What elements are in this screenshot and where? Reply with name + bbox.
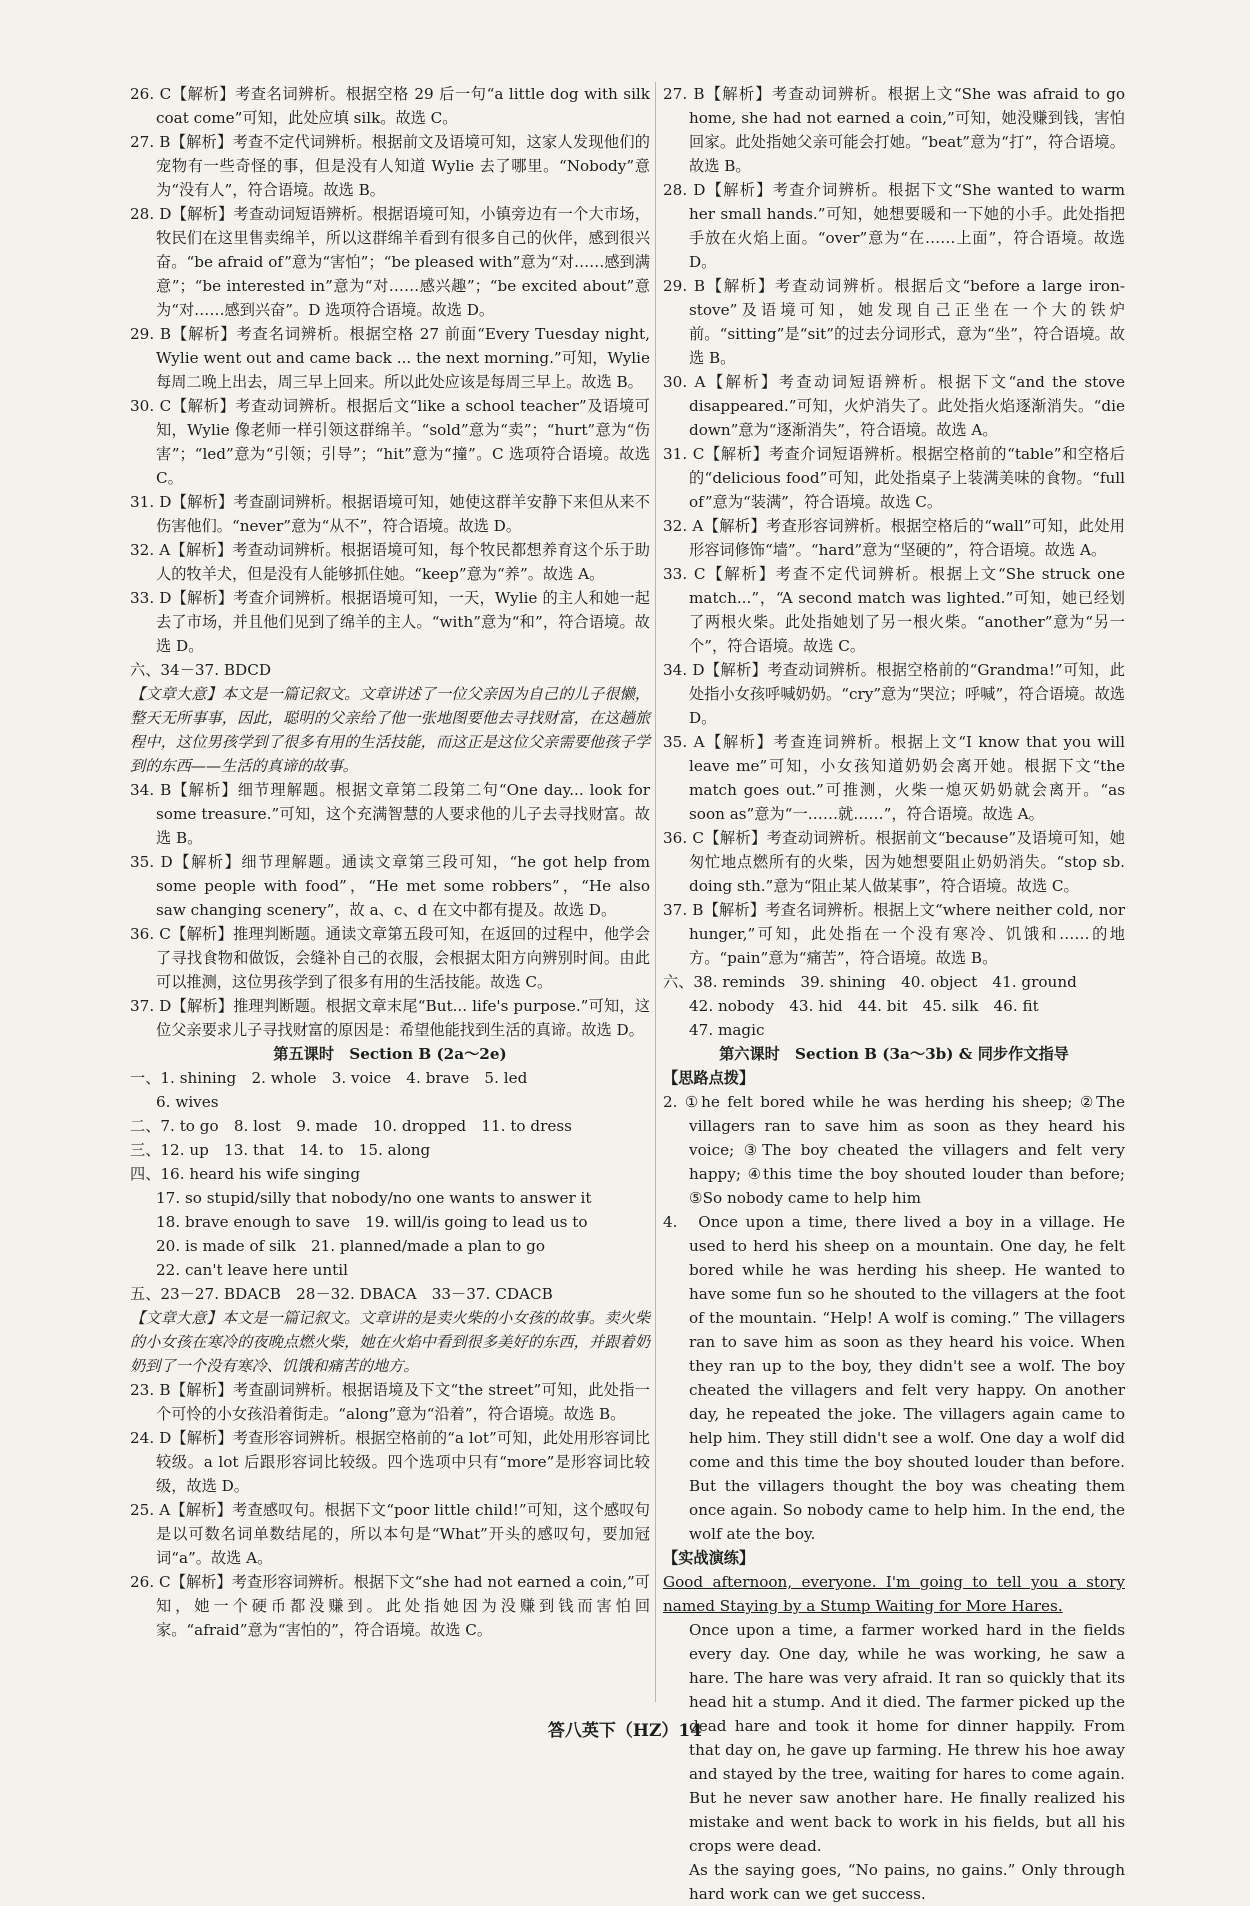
fill-47: 47. magic (689, 1021, 765, 1039)
answer-37b: 37. B【解析】考查名词辨析。根据上文“where neither cold, nor hunger,”可知，此处指在一个没有寒冷、饥饿和……的地方。“pain”意为“痛苦”，符合语境。故选 B。 (663, 901, 1125, 967)
answer-36: 36. C【解析】推理判断题。通读文章第五段可知，在返回的过程中，他学会了寻找食物和做饭，会缝补自己的衣服，会根据太阳方向辨别时间。由此可以推测，这位男孩学到了很多有用的生活技能。故选 C。 (130, 925, 650, 991)
answer-35b: 35. A【解析】考查连词辨析。根据上文“I know that you will leave me”可知，小女孩知道奶奶会离开她。根据下文“the match goes out.”可推测，火柴一熄灭奶奶就会离开。“as soon as”意为“一……就……”，符合语境。故选 A。 (663, 733, 1125, 823)
left-column (130, 82, 650, 1642)
answer-27: 27. B【解析】考查不定代词辨析。根据前文及语境可知，这家人发现他们的宠物有一些奇怪的事，但是没有人知道 Wylie 去了哪里。“Nobody”意为“没有人”，符合语境。故选 B。 (130, 133, 650, 199)
answer-35: 35. D【解析】细节理解题。通读文章第三段可知，“he got help from some people with food”，“He met some robbers”，“He also saw changing scenery”，故 a、c、d 在文中都有提及。故选 D。 (130, 853, 650, 919)
answer-30: 30. C【解析】考查动词辨析。根据后文“like a school teacher”及语境可知，Wylie 像老师一样引领这群绵羊。“sold”意为“卖”；“hurt”意为“伤害”；“led”意为“引领；引导”；“hit”意为“撞”。C 选项符合语境。故选 C。 (130, 397, 650, 487)
answer-32: 32. A【解析】考查动词辨析。根据语境可知，每个牧民都想养育这个乐于助人的牧羊犬，但是没有人能够抓住她。“keep”意为“养”。故选 A。 (130, 541, 650, 583)
answer-29: 29. B【解析】考查名词辨析。根据空格 27 前面“Every Tuesday night, Wylie went out and came back ... the next morning.”可知，Wylie 每周二晚上出去，周三早上回来。所以此处应该是每周三早上。故选 B。 (130, 325, 650, 391)
answer-34b: 34. D【解析】考查动词辨析。根据空格前的“Grandma!”可知，此处指小女孩呼喊奶奶。“cry”意为“哭泣；呼喊”，符合语境。故选 D。 (663, 661, 1125, 727)
fill-12-15: 三、12. up 13. that 14. to 15. along (130, 1141, 431, 1159)
fill-17: 17. so stupid/silly that nobody/no one wants to answer it (156, 1189, 592, 1207)
fill-6: 6. wives (156, 1093, 219, 1111)
answer-34: 34. B【解析】细节理解题。根据文章第二段第二句“One day... look for some treasure.”可知，这个充满智慧的人要求他的儿子去寻找财富。故选 B。 (130, 781, 650, 847)
practice-story: Once upon a time, a farmer worked hard in the fields every day. One day, while he was working, he saw a hare. The hare was very afraid. It ran so quickly that its head hit a stump. And it died. The farmer picked up the dead hare and took it home for dinner happily. From that day on, he gave up farming. He threw his hoe away and stayed by the tree, waiting for hares to come again. But he never saw another hare. He finally realized his mistake and went back to work in his fields, but all his crops were dead. (689, 1621, 1125, 1855)
answer-26b: 26. C【解析】考查形容词辨析。根据下文“she had not earned a coin,”可知，她一个硬币都没赚到。此处指她因为没赚到钱而害怕回家。“afraid”意为“害怕的”，符合语境。故选 C。 (130, 1573, 650, 1639)
answer-32b: 32. A【解析】考查形容词辨析。根据空格后的“wall”可知，此处用形容词修饰“墙”。“hard”意为“坚硬的”，符合语境。故选 A。 (663, 517, 1125, 559)
lesson-five-heading: 第五课时 Section B (2a～2e) (273, 1045, 507, 1063)
thinking-tips-heading: 【思路点拨】 (663, 1069, 755, 1087)
tip-2: 2. ①he felt bored while he was herding his sheep; ②The villagers ran to save him as soon as they heard his voice; ③The boy cheated the villagers and felt very happy; ④this time the boy shouted louder than before; ⑤So nobody came to help him (663, 1093, 1125, 1207)
answer-33b: 33. C【解析】考查不定代词辨析。根据上文“She struck one match...”，“A second match was lighted.”可知，她已经划了两根火柴。此处指她划了另一根火柴。“another”意为“另一个”，符合语境。故选 C。 (663, 565, 1125, 655)
fill-42-46: 42. nobody 43. hid 44. bit 45. silk 46. fit (689, 997, 1039, 1015)
practice-heading: 【实战演练】 (663, 1549, 755, 1567)
answer-29b: 29. B【解析】考查动词辨析。根据后文“before a large iron-stove”及语境可知，她发现自己正坐在一个大的铁炉前。“sitting”是“sit”的过去分词形式，意为“坐”，符合语境。故选 B。 (663, 277, 1125, 367)
fill-1-5: 一、1. shining 2. whole 3. voice 4. brave 5. led (130, 1069, 528, 1087)
answer-31b: 31. C【解析】考查介词短语辨析。根据空格前的“table”和空格后的“delicious food”可知，此处指桌子上装满美味的食物。“full of”意为“装满”，符合语境。故选 C。 (663, 445, 1125, 511)
answer-27b: 27. B【解析】考查动词辨析。根据上文“She was afraid to go home, she had not earned a coin,”可知，她没赚到钱，害怕回家。此处指她父亲可能会打她。“beat”意为“打”，符合语境。故选 B。 (663, 85, 1125, 175)
tip-4-essay: 4. Once upon a time, there lived a boy in a village. He used to herd his sheep on a mountain. One day, he felt bored while he was herding his sheep. He wanted to have some fun so he shouted to the villagers at the foot of the mountain. “Help! A wolf is coming.” The villagers ran to save him as soon as they heard his voice. When they ran up to the boy, they didn't see a wolf. The boy cheated the villagers and felt very happy. On another day, he repeated the joke. The villagers again came to help him. They still didn't see a wolf. One day a wolf did come and this time the boy shouted louder than before. But the villagers thought the boy was cheating them once again. So nobody came to help him. In the end, the wolf ate the boy. (663, 1213, 1125, 1543)
answer-36b: 36. C【解析】考查动词辨析。根据前文“because”及语境可知，她匆忙地点燃所有的火柴，因为她想要阻止奶奶消失。“stop sb. doing sth.”意为“阻止某人做某事”，符合语境。故选 C。 (663, 829, 1125, 895)
right-column (663, 82, 1125, 1906)
answer-28: 28. D【解析】考查动词短语辨析。根据语境可知，小镇旁边有一个大市场，牧民们在这里售卖绵羊，所以这群绵羊看到有很多自己的伙伴，感到很兴奋。“be afraid of”意为“害怕”；“be pleased with”意为“对……感到满意”；“be interested in”意为“对……感兴趣”；“be excited about”意为“对……感到兴奋”。D 选项符合语境。故选 D。 (130, 205, 650, 319)
fill-16: 四、16. heard his wife singing (130, 1165, 361, 1183)
practice-conclusion: As the saying goes, “No pains, no gains.” Only through hard work can we get success. (689, 1861, 1125, 1903)
column-divider (655, 82, 656, 1702)
article-summary: 【文章大意】本文是一篇记叙文。文章讲述了一位父亲因为自己的儿子很懒，整天无所事事，因此，聪明的父亲给了他一张地图要他去寻找财富，在这趟旅程中，这位男孩学到了很多有用的生活技能，而这正是这位父亲需要他孩子学到的东西——生活的真谛的故事。 (130, 685, 650, 775)
fill-7-11: 二、7. to go 8. lost 9. made 10. dropped 11. to dress (130, 1117, 572, 1135)
fill-18-19: 18. brave enough to save 19. will/is going to lead us to (156, 1213, 588, 1231)
answer-25: 25. A【解析】考查感叹句。根据下文“poor little child!”可知，这个感叹句是以可数名词单数结尾的，所以本句是“What”开头的感叹句，要加冠词“a”。故选 A。 (130, 1501, 650, 1567)
fill-22: 22. can't leave here until (156, 1261, 348, 1279)
answer-31: 31. D【解析】考查副词辨析。根据语境可知，她使这群羊安静下来但从来不伤害他们。“never”意为“从不”，符合语境。故选 D。 (130, 493, 650, 535)
fill-38-41: 六、38. reminds 39. shining 40. object 41. ground (663, 973, 1077, 991)
page-footer: 答八英下（HZ）14 (547, 1721, 703, 1741)
section-five-answers: 五、23－27. BDACB 28－32. DBACA 33－37. CDACB (130, 1285, 553, 1303)
answer-37: 37. D【解析】推理判断题。根据文章末尾“But... life's purpose.”可知，这位父亲要求儿子寻找财富的原因是：希望他能找到生活的真谛。故选 D。 (130, 997, 650, 1039)
lesson-six-heading: 第六课时 Section B (3a～3b) & 同步作文指导 (719, 1045, 1069, 1063)
article-summary-2: 【文章大意】本文是一篇记叙文。文章讲的是卖火柴的小女孩的故事。卖火柴的小女孩在寒冷的夜晚点燃火柴，她在火焰中看到很多美好的东西，并跟着奶奶到了一个没有寒冷、饥饿和痛苦的地方。 (130, 1309, 650, 1375)
section-six-answers: 六、34－37. BDCD (130, 661, 272, 679)
answer-24: 24. D【解析】考查形容词辨析。根据空格前的“a lot”可知，此处用形容词比较级。a lot 后跟形容词比较级。四个选项中只有“more”是形容词比较级，故选 D。 (130, 1429, 650, 1495)
answer-26: 26. C【解析】考查名词辨析。根据空格 29 后一句“a little dog with silk coat come”可知，此处应填 silk。故选 C。 (130, 85, 650, 127)
practice-intro: Good afternoon, everyone. I'm going to tell you a story named Staying by a Stump Waiting for More Hares. (663, 1573, 1125, 1615)
answer-30b: 30. A【解析】考查动词短语辨析。根据下文“and the stove disappeared.”可知，火炉消失了。此处指火焰逐渐消失。“die down”意为“逐渐消失”，符合语境。故选 A。 (663, 373, 1125, 439)
answer-28b: 28. D【解析】考查介词辨析。根据下文“She wanted to warm her small hands.”可知，她想要暖和一下她的小手。此处指把手放在火焰上面。“over”意为“在……上面”，符合语境。故选 D。 (663, 181, 1125, 271)
answer-33: 33. D【解析】考查介词辨析。根据语境可知，一天，Wylie 的主人和她一起去了市场，并且他们见到了绵羊的主人。“with”意为“和”，符合语境。故选 D。 (130, 589, 650, 655)
fill-20-21: 20. is made of silk 21. planned/made a plan to go (156, 1237, 546, 1255)
answer-23: 23. B【解析】考查副词辨析。根据语境及下文“the street”可知，此处指一个可怜的小女孩沿着街走。“along”意为“沿着”，符合语境。故选 B。 (130, 1381, 650, 1423)
